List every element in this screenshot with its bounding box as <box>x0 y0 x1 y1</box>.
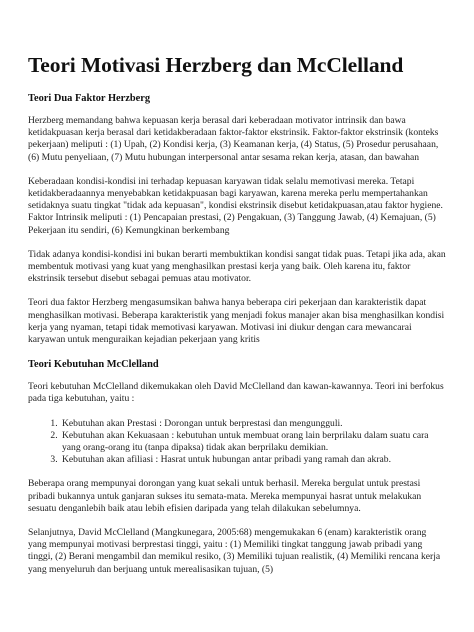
paragraph-mcclelland-intro: Teori kebutuhan McClelland dikemukakan oleh David McClelland dan kawan-kawannya. Teori ini berfokus pada tiga kebutuhan, yaitu : <box>28 381 444 405</box>
section-heading-mcclelland: Teori Kebutuhan McClelland <box>28 359 159 371</box>
list-item: 2. Kebutuhan akan Kekuasaan : kebutuhan untuk membuat orang lain berprilaku dalam suatu cara yang orang-orang itu (tanpa dipaksa) tidak akan berprilaku demikian. <box>60 430 446 454</box>
section-heading-herzberg: Teori Dua Faktor Herzberg <box>28 93 151 104</box>
paragraph-mcclelland-1: Beberapa orang mempunyai dorongan yang kuat sekali untuk berhasil. Mereka bergulat untuk prestasi pribadi bukannya untuk ganjaran sukses itu semata-mata. Mereka mempunyai hasrat untuk melakukan sesuatu denganlebih baik atau lebih efisien daripada yang telah dilakukan sebelumnya. <box>28 478 422 514</box>
paragraph-herzberg-3: Tidak adanya kondisi-kondisi ini bukan berarti membuktikan kondisi sangat tidak puas. Tetapi jika ada, akan membentuk motivasi yang kuat yang menghasilkan prestasi kerja yang baik. Oleh karena itu, faktor ekstrinsik tersebut disebut sebagai pemuas atau motivator. <box>28 248 446 285</box>
list-item: 1. Kebutuhan akan Prestasi : Dorongan untuk berprestasi dan mengungguli. <box>60 418 446 430</box>
list-item: 3. Kebutuhan akan afiliasi : Hasrat untuk hubungan antar pribadi yang ramah dan akrab. <box>60 454 446 466</box>
document-title: Teori Motivasi Herzberg dan McClelland <box>28 53 404 77</box>
paragraph-mcclelland-2: Selanjutnya, David McClelland (Mangkunegara, 2005:68) mengemukakan 6 (enam) karakteristik orang yang mempunyai motivasi berprestasi tinggi, yaitu : (1) Memiliki tingkat tanggung jawab pribadi yang tinggi, (2) Berani mengambil dan memikul resiko, (3) Memiliki tujuan realistik, (4) Memiliki rencana kerja yang menyeluruh dan berjuang untuk merealisasikan tujuan, (5) <box>28 527 441 575</box>
paragraph-herzberg-1: Herzberg memandang bahwa kepuasan kerja berasal dari keberadaan motivator intrinsik dan bawa ketidakpuasan kerja berasal dari ketidakberadaan faktor-faktor ekstrinsik. Faktor-faktor ekstrinsik (konteks pekerjaan) meliputi : (1) Upah, (2) Kondisi kerja, (3) Keamanan kerja, (4) Status, (5) Prosedur perusahaan, (6) Mutu penyeliaan, (7) Mutu hubungan interpersonal antar sesama rekan kerja, atasan, dan bawahan <box>28 115 439 163</box>
paragraph-herzberg-4: Teori dua faktor Herzberg mengasumsikan bahwa hanya beberapa ciri pekerjaan dan karakteristik dapat menghasilkan motivasi. Beberapa karakteristik yang menjadi fokus manajer akan bisa menghasilkan kondisi kerja yang nyaman, tetapi tidak memotivasi karyawan. Motivasi ini diukur dengan cara mewancarai karyawan untuk menguraikan kejadian pekerjaan yang kritis <box>28 297 445 346</box>
paragraph-herzberg-2: Keberadaan kondisi-kondisi ini terhadap kepuasan karyawan tidak selalu memotivasi mereka. Tetapi ketidakberadaannya menyebabkan ketidakpuasan bagi karyawan, karena mereka perlu mempertahankan setidaknya suatu tingkat "tidak ada kepuasan", kondisi ekstrinsik disebut ketidakpuasan,atau faktor hygiene. Faktor Intrinsik meliputi : (1) Pencapaian prestasi, (2) Pengakuan, (3) Tanggung Jawab, (4) Kemajuan, (5) Pekerjaan itu sendiri, (6) Kemungkinan berkembang <box>28 175 443 236</box>
needs-list <box>28 418 446 467</box>
